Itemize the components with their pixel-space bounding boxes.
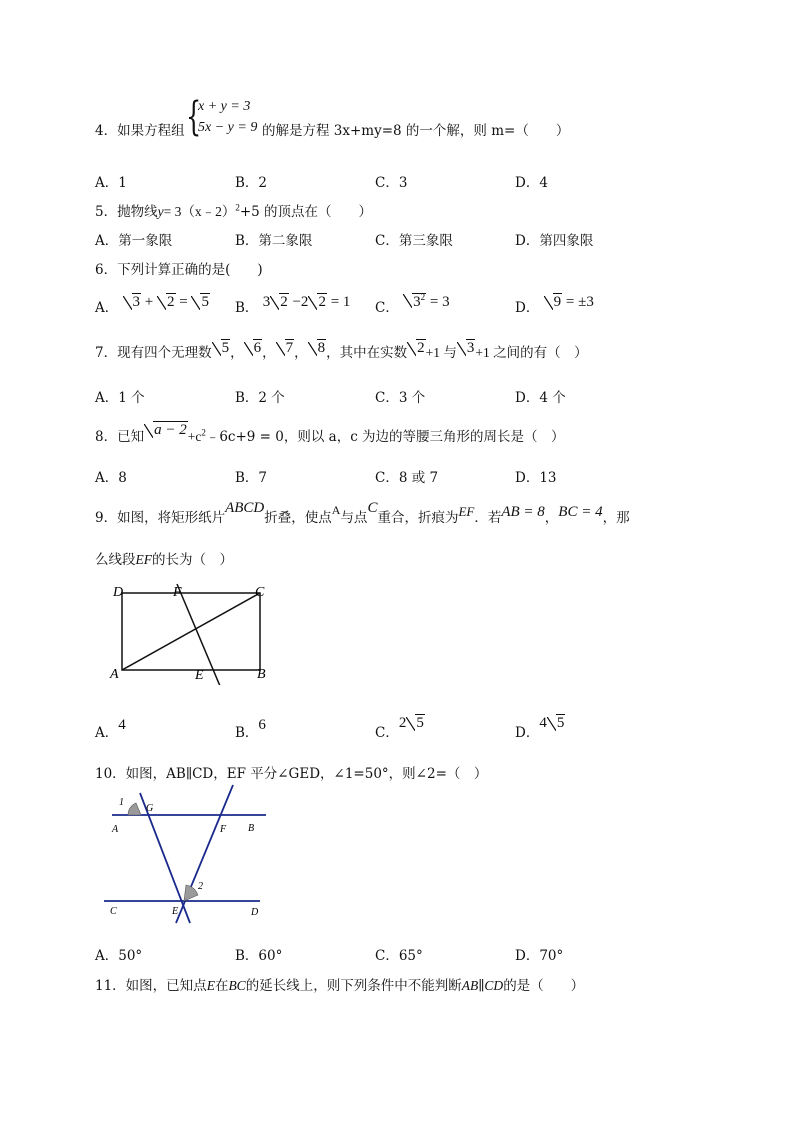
q10-label-g: G bbox=[146, 803, 154, 814]
q6-option-a[interactable]: A． 3 + 2 = 5 bbox=[95, 294, 209, 316]
q6-option-d[interactable]: D． 9 = ±3 bbox=[515, 294, 594, 316]
q9-diagonal-ac bbox=[122, 593, 260, 670]
q10-line-ef bbox=[176, 785, 233, 923]
q10-label-f: F bbox=[220, 824, 227, 835]
q8-stem: 8．已知 $a - 2+c^2﹣6c+9 = 0$，则以 a，c 为边的等腰三角形的周长是（ ） bbox=[95, 422, 565, 445]
q9-label-c: C bbox=[255, 585, 265, 600]
q6-option-c[interactable]: C． $3^2 = 3$ bbox=[375, 292, 450, 316]
q4-option-b[interactable]: B．2 bbox=[235, 175, 268, 191]
q7-stem: 7．现有四个无理数 5， 6， 7， 8，其中在实数 2+1 与 3+1 之间的有（ ） bbox=[95, 340, 588, 361]
q9-label-f: F bbox=[173, 585, 182, 600]
q4-brace: { bbox=[186, 94, 202, 140]
q7-option-c[interactable]: C．3 个 bbox=[375, 390, 426, 406]
q10-option-d[interactable]: D．70° bbox=[515, 948, 564, 964]
q8-option-d[interactable]: D．13 bbox=[515, 470, 557, 486]
q9-label-e: E bbox=[195, 668, 204, 683]
q10-option-b[interactable]: B．60° bbox=[235, 948, 283, 964]
q9-label-d: D bbox=[113, 585, 124, 600]
q9-figure bbox=[105, 580, 285, 685]
q9-option-c[interactable]: C．2 5 bbox=[375, 715, 424, 741]
q4-option-c[interactable]: C．3 bbox=[375, 175, 408, 191]
q10-label-a: A bbox=[112, 824, 119, 835]
q9-stem-line2: 么线段EF的长为（ ） bbox=[95, 552, 233, 568]
q9-option-a[interactable]: A．4 bbox=[95, 717, 126, 741]
q7-option-b[interactable]: B．2 个 bbox=[235, 390, 285, 406]
q4-eq1: x + y = 3 bbox=[198, 99, 251, 114]
q6-option-b[interactable]: B． 3 2 −2 2 = 1 bbox=[235, 294, 351, 316]
q10-label-1: 1 bbox=[119, 797, 124, 808]
q5-option-c[interactable]: C．第三象限 bbox=[375, 233, 453, 249]
q10-label-2: 2 bbox=[198, 881, 203, 892]
q8-option-b[interactable]: B．7 bbox=[235, 470, 268, 486]
q7-option-d[interactable]: D．4 个 bbox=[515, 390, 566, 406]
q5-option-a[interactable]: A．第一象限 bbox=[95, 233, 173, 249]
q9-label-b: B bbox=[257, 667, 266, 682]
q10-label-e: E bbox=[172, 906, 179, 917]
q4-option-d[interactable]: D．4 bbox=[515, 175, 548, 191]
q10-option-a[interactable]: A．50° bbox=[95, 948, 143, 964]
q8-option-a[interactable]: A．8 bbox=[95, 470, 127, 486]
q5-option-d[interactable]: D．第四象限 bbox=[515, 233, 594, 249]
q10-stem: 10．如图，AB∥CD，EF 平分∠GED，∠1=50°，则∠2=（ ） bbox=[95, 766, 488, 782]
q4-stem-tail: 的解是方程 3x+my=8 的一个解，则 m=（ ） bbox=[262, 123, 570, 139]
q10-angle-2 bbox=[184, 885, 198, 901]
q11-stem: 11．如图，已知点E在BC的延长线上，则下列条件中不能判断AB∥CD的是（ ） bbox=[95, 978, 585, 994]
q5-option-b[interactable]: B．第二象限 bbox=[235, 233, 313, 249]
q10-label-b: B bbox=[248, 823, 255, 834]
q9-label-a: A bbox=[110, 667, 119, 682]
q10-label-d: D bbox=[251, 907, 259, 918]
q9-stem: 9．如图，将矩形纸片ABCD折叠，使点A与点C重合，折痕为EF．若AB = 8，BC = 4，那 bbox=[95, 500, 630, 526]
q10-figure bbox=[100, 783, 270, 938]
q10-label-c: C bbox=[110, 906, 117, 917]
q5-stem: 5．抛物线y= 3（x﹣2）$^2$+5 的顶点在（ ） bbox=[95, 202, 373, 220]
q8-option-c[interactable]: C．8 或 7 bbox=[375, 470, 439, 486]
q10-option-c[interactable]: C．65° bbox=[375, 948, 423, 964]
q4-eq2: 5x − y = 9 bbox=[198, 120, 258, 135]
q4-option-a[interactable]: A．1 bbox=[95, 175, 127, 191]
q9-option-b[interactable]: B．6 bbox=[235, 717, 266, 741]
q7-option-a[interactable]: A．1 个 bbox=[95, 390, 145, 406]
q4-stem: 4．如果方程组 bbox=[95, 123, 185, 139]
q9-option-d[interactable]: D．4 5 bbox=[515, 715, 565, 741]
q10-angle-1 bbox=[128, 803, 141, 815]
q6-stem: 6．下列计算正确的是( ) bbox=[95, 262, 263, 278]
